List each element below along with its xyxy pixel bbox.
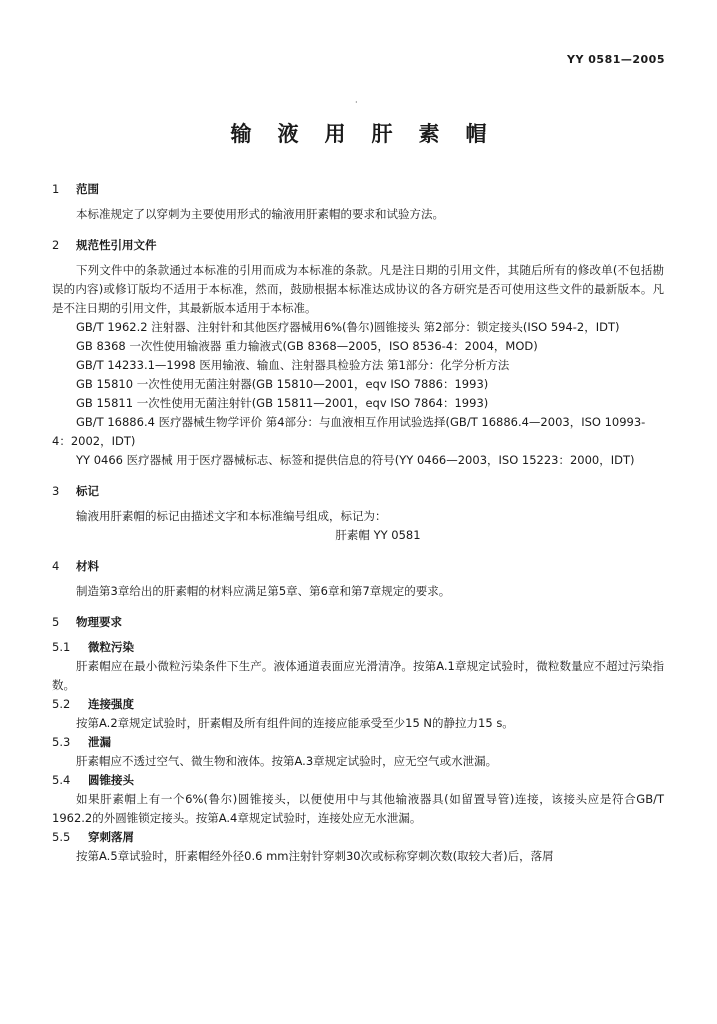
section-3-heading: 3 标记: [52, 484, 99, 498]
subsection-heading: 5.3 泄漏: [52, 735, 111, 749]
reference-item: YY 0466 医疗器械 用于医疗器械标志、标签和提供信息的符号(YY 0466—2003，ISO 15223：2000，IDT): [76, 453, 635, 467]
subsection-text: 按第A.5章试验时，肝素帽经外径0.6 mm注射针穿刺30次或标称穿刺次数(取较大者)后，落屑: [76, 849, 554, 863]
section-2-intro: 下列文件中的条款通过本标准的引用而成为本标准的条款。凡是注日期的引用文件，其随后所有的修改单(不包括勘误的内容)或修订版均不适用于本标准，然而，鼓励根据本标准达成协议的各方研究是否可使用这些文件的最新版本。凡是不注日期的引用文件，其最新版本适用于本标准。: [52, 263, 664, 315]
section-1-heading: 1 范围: [52, 182, 99, 196]
subsection-heading: 5.1 微粒污染: [52, 640, 134, 654]
subsection-heading: 5.2 连接强度: [52, 697, 134, 711]
subsection-heading: 5.4 圆锥接头: [52, 773, 134, 787]
subsection-text: 肝素帽应在最小微粒污染条件下生产。液体通道表面应光滑清净。按第A.1章规定试验时，微粒数量应不超过污染指数。: [52, 659, 664, 692]
section-5-heading: 5 物理要求: [52, 615, 122, 629]
subsection-heading: 5.5 穿刺落屑: [52, 830, 134, 844]
reference-item: GB/T 1962.2 注射器、注射针和其他医疗器械用6%(鲁尔)圆锥接头 第2部分：锁定接头(ISO 594-2，IDT): [76, 320, 620, 334]
section-4-heading: 4 材料: [52, 559, 99, 573]
reference-item: GB 15810 一次性使用无菌注射器(GB 15810—2001，eqv ISO 7886：1993): [76, 377, 489, 391]
subsection-text: 如果肝素帽上有一个6%(鲁尔)圆锥接头，以便使用中与其他输液器具(如留置导管)连接，该接头应是符合GB/T 1962.2的外圆锥锁定接头。按第A.4章规定试验时，连接处应无水泄漏。: [52, 792, 664, 825]
reference-item: GB/T 16886.4 医疗器械生物学评价 第4部分：与血液相互作用试验选择(GB/T 16886.4—2003，ISO 10993-4：2002，IDT): [52, 415, 646, 448]
subsection-text: 肝素帽应不透过空气、微生物和液体。按第A.3章规定试验时，应无空气或水泄漏。: [76, 754, 498, 768]
reference-item: GB 15811 一次性使用无菌注射针(GB 15811—2001，eqv ISO 7864：1993): [76, 396, 489, 410]
section-3-text: 输液用肝素帽的标记由描述文字和本标准编号组成，标记为：: [76, 509, 387, 523]
reference-item: GB/T 14233.1—1998 医用输液、输血、注射器具检验方法 第1部分：化学分析方法: [76, 358, 510, 372]
section-4-text: 制造第3章给出的肝素帽的材料应满足第5章、第6章和第7章规定的要求。: [76, 584, 451, 598]
section-1-text: 本标准规定了以穿刺为主要使用形式的输液用肝素帽的要求和试验方法。: [76, 207, 444, 221]
section-2-heading: 2 规范性引用文件: [52, 238, 157, 252]
standard-code: YY 0581—2005: [567, 53, 665, 66]
marking-example: 肝素帽 YY 0581: [335, 528, 421, 542]
subsection-text: 按第A.2章规定试验时，肝素帽及所有组件间的连接应能承受至少15 N的静拉力15 s。: [76, 716, 514, 730]
document-body: [52, 180, 664, 866]
header-mark: ·: [355, 98, 358, 107]
page-title: 输液用肝素帽: [230, 122, 513, 146]
reference-item: GB 8368 一次性使用输液器 重力输液式(GB 8368—2005，ISO 8536-4：2004，MOD): [76, 339, 538, 353]
